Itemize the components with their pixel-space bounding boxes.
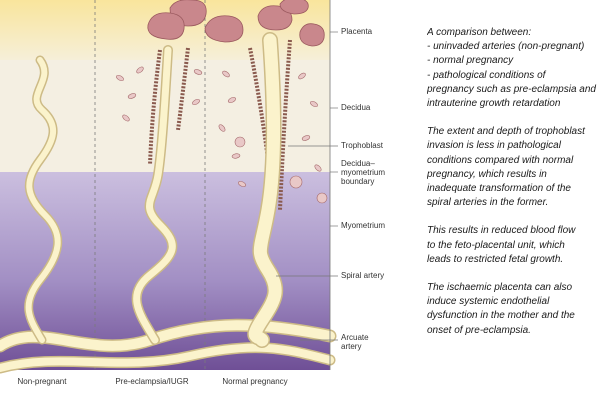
label-spiral-artery: Spiral artery xyxy=(341,271,385,280)
paragraph-line: The ischaemic placenta can also xyxy=(427,282,573,294)
list-item: - normal pregnancy xyxy=(427,55,514,67)
label-decidua-myometrium-boundary: Decidua– myometrium boundary xyxy=(341,159,386,186)
intro-line: A comparison between: xyxy=(427,27,532,38)
paragraph-line: pregnancy, which results in xyxy=(427,168,547,180)
list-item-continued: intrauterine growth retardation xyxy=(427,98,561,110)
paragraph-line: spiral arteries in the former. xyxy=(427,197,549,209)
column-label-pre-eclampsia: Pre-eclampsia/IUGR xyxy=(115,377,189,386)
description-intro-block xyxy=(427,26,616,111)
paragraph-line: conditions compared with normal xyxy=(427,154,574,166)
paragraph-line: This results in reduced blood flow xyxy=(427,225,576,237)
list-item: - pathological conditions of xyxy=(427,69,546,81)
paragraph xyxy=(427,281,616,338)
list-item: - uninvaded arteries (non-pregnant) xyxy=(427,41,585,53)
column-label-non-pregnant: Non-pregnant xyxy=(17,377,67,386)
paragraph-line: induce systemic endothelial xyxy=(427,296,550,308)
paragraph-line: dysfunction in the mother and the xyxy=(427,310,575,322)
label-decidua: Decidua xyxy=(341,103,371,112)
label-placenta: Placenta xyxy=(341,27,373,36)
description-text xyxy=(427,26,616,386)
paragraph-line: inadequate transformation of the xyxy=(427,183,571,195)
label-myometrium: Myometrium xyxy=(341,221,386,230)
paragraph xyxy=(427,125,616,210)
label-trophoblast: Trophoblast xyxy=(341,141,383,150)
paragraph xyxy=(427,224,616,267)
paragraph-line: leads to restricted fetal growth. xyxy=(427,253,564,265)
label-arcuate-artery: Arcuate artery xyxy=(341,333,369,351)
paragraph-line: to the feto-placental unit, which xyxy=(427,239,565,251)
paragraph-line: invasion is less in pathological xyxy=(427,140,561,152)
column-label-normal-pregnancy: Normal pregnancy xyxy=(222,377,288,386)
paragraph-line: The extent and depth of trophoblast xyxy=(427,126,585,138)
paragraph-line: onset of pre-eclampsia. xyxy=(427,324,531,336)
list-item-continued: pregnancy such as pre-eclampsia and xyxy=(427,83,596,95)
